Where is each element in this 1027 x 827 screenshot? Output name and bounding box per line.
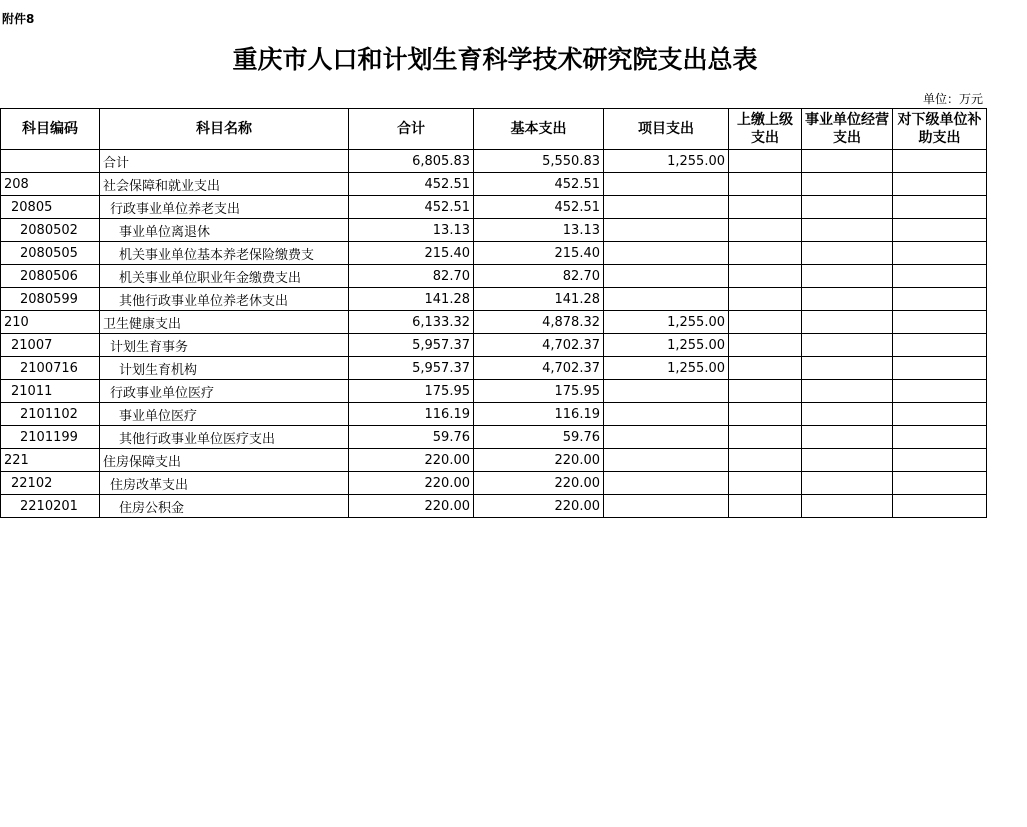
cell-subsidy bbox=[893, 449, 987, 472]
cell-project bbox=[604, 173, 729, 196]
cell-project bbox=[604, 495, 729, 518]
cell-basic: 4,878.32 bbox=[474, 311, 604, 334]
cell-upper bbox=[729, 150, 802, 173]
table-row bbox=[1, 196, 987, 219]
cell-business bbox=[802, 449, 893, 472]
cell-project: 1,255.00 bbox=[604, 334, 729, 357]
table-row bbox=[1, 426, 987, 449]
cell-total: 141.28 bbox=[349, 288, 474, 311]
cell-total: 82.70 bbox=[349, 265, 474, 288]
cell-code: 2100716 bbox=[1, 357, 100, 380]
cell-subsidy bbox=[893, 150, 987, 173]
cell-name: 住房公积金 bbox=[100, 495, 349, 518]
table-row bbox=[1, 242, 987, 265]
cell-basic: 141.28 bbox=[474, 288, 604, 311]
cell-total: 116.19 bbox=[349, 403, 474, 426]
cell-code: 2101199 bbox=[1, 426, 100, 449]
cell-business bbox=[802, 334, 893, 357]
cell-business bbox=[802, 196, 893, 219]
cell-subsidy bbox=[893, 288, 987, 311]
cell-project bbox=[604, 288, 729, 311]
table-row bbox=[1, 288, 987, 311]
cell-business bbox=[802, 265, 893, 288]
table-row bbox=[1, 357, 987, 380]
cell-basic: 452.51 bbox=[474, 173, 604, 196]
table-header-row bbox=[1, 109, 987, 150]
cell-business bbox=[802, 357, 893, 380]
col-header-upper: 上缴上级支出 bbox=[729, 109, 802, 150]
cell-total: 13.13 bbox=[349, 219, 474, 242]
cell-basic: 175.95 bbox=[474, 380, 604, 403]
cell-subsidy bbox=[893, 380, 987, 403]
cell-basic: 5,550.83 bbox=[474, 150, 604, 173]
table-row bbox=[1, 334, 987, 357]
table-row bbox=[1, 265, 987, 288]
cell-upper bbox=[729, 196, 802, 219]
table-row bbox=[1, 311, 987, 334]
table-row bbox=[1, 380, 987, 403]
cell-code bbox=[1, 150, 100, 173]
cell-basic: 220.00 bbox=[474, 449, 604, 472]
cell-project bbox=[604, 265, 729, 288]
cell-project: 1,255.00 bbox=[604, 311, 729, 334]
cell-business bbox=[802, 219, 893, 242]
cell-basic: 82.70 bbox=[474, 265, 604, 288]
cell-project bbox=[604, 242, 729, 265]
cell-code: 208 bbox=[1, 173, 100, 196]
cell-subsidy bbox=[893, 426, 987, 449]
cell-subsidy bbox=[893, 196, 987, 219]
cell-basic: 59.76 bbox=[474, 426, 604, 449]
cell-total: 59.76 bbox=[349, 426, 474, 449]
cell-upper bbox=[729, 357, 802, 380]
cell-total: 220.00 bbox=[349, 472, 474, 495]
cell-name: 住房改革支出 bbox=[100, 472, 349, 495]
cell-code: 210 bbox=[1, 311, 100, 334]
cell-project: 1,255.00 bbox=[604, 357, 729, 380]
cell-name: 住房保障支出 bbox=[100, 449, 349, 472]
cell-upper bbox=[729, 426, 802, 449]
cell-upper bbox=[729, 334, 802, 357]
cell-total: 452.51 bbox=[349, 173, 474, 196]
cell-business bbox=[802, 173, 893, 196]
cell-name: 行政事业单位医疗 bbox=[100, 380, 349, 403]
cell-subsidy bbox=[893, 334, 987, 357]
cell-project bbox=[604, 196, 729, 219]
cell-basic: 215.40 bbox=[474, 242, 604, 265]
cell-subsidy bbox=[893, 403, 987, 426]
cell-subsidy bbox=[893, 173, 987, 196]
cell-project bbox=[604, 219, 729, 242]
cell-project: 1,255.00 bbox=[604, 150, 729, 173]
cell-basic: 220.00 bbox=[474, 472, 604, 495]
cell-business bbox=[802, 495, 893, 518]
cell-name: 计划生育事务 bbox=[100, 334, 349, 357]
cell-name: 计划生育机构 bbox=[100, 357, 349, 380]
cell-upper bbox=[729, 380, 802, 403]
cell-project bbox=[604, 380, 729, 403]
cell-upper bbox=[729, 495, 802, 518]
cell-code: 2101102 bbox=[1, 403, 100, 426]
cell-business bbox=[802, 403, 893, 426]
cell-name: 其他行政事业单位医疗支出 bbox=[100, 426, 349, 449]
cell-total: 175.95 bbox=[349, 380, 474, 403]
col-header-total: 合计 bbox=[349, 109, 474, 150]
cell-code: 2080506 bbox=[1, 265, 100, 288]
table-row bbox=[1, 403, 987, 426]
cell-name: 机关事业单位基本养老保险缴费支 bbox=[100, 242, 349, 265]
col-header-project: 项目支出 bbox=[604, 109, 729, 150]
cell-project bbox=[604, 426, 729, 449]
cell-project bbox=[604, 449, 729, 472]
cell-name: 其他行政事业单位养老休支出 bbox=[100, 288, 349, 311]
cell-total: 6,805.83 bbox=[349, 150, 474, 173]
col-header-name: 科目名称 bbox=[100, 109, 349, 150]
cell-name: 合计 bbox=[100, 150, 349, 173]
cell-subsidy bbox=[893, 495, 987, 518]
col-header-business: 事业单位经营支出 bbox=[802, 109, 893, 150]
cell-subsidy bbox=[893, 265, 987, 288]
cell-upper bbox=[729, 288, 802, 311]
cell-code: 21007 bbox=[1, 334, 100, 357]
cell-upper bbox=[729, 265, 802, 288]
cell-basic: 4,702.37 bbox=[474, 334, 604, 357]
cell-subsidy bbox=[893, 242, 987, 265]
cell-basic: 13.13 bbox=[474, 219, 604, 242]
col-header-subsidy: 对下级单位补助支出 bbox=[893, 109, 987, 150]
cell-business bbox=[802, 288, 893, 311]
cell-upper bbox=[729, 242, 802, 265]
cell-upper bbox=[729, 173, 802, 196]
cell-business bbox=[802, 426, 893, 449]
cell-project bbox=[604, 403, 729, 426]
cell-name: 事业单位医疗 bbox=[100, 403, 349, 426]
cell-code: 2210201 bbox=[1, 495, 100, 518]
cell-code: 20805 bbox=[1, 196, 100, 219]
cell-upper bbox=[729, 311, 802, 334]
cell-name: 机关事业单位职业年金缴费支出 bbox=[100, 265, 349, 288]
cell-subsidy bbox=[893, 357, 987, 380]
cell-code: 2080599 bbox=[1, 288, 100, 311]
table-row bbox=[1, 472, 987, 495]
cell-name: 卫生健康支出 bbox=[100, 311, 349, 334]
cell-subsidy bbox=[893, 219, 987, 242]
cell-business bbox=[802, 472, 893, 495]
cell-business bbox=[802, 150, 893, 173]
cell-basic: 452.51 bbox=[474, 196, 604, 219]
table-row bbox=[1, 495, 987, 518]
cell-code: 2080502 bbox=[1, 219, 100, 242]
cell-upper bbox=[729, 403, 802, 426]
table-row bbox=[1, 449, 987, 472]
cell-total: 5,957.37 bbox=[349, 334, 474, 357]
cell-total: 452.51 bbox=[349, 196, 474, 219]
cell-upper bbox=[729, 449, 802, 472]
cell-subsidy bbox=[893, 472, 987, 495]
cell-code: 22102 bbox=[1, 472, 100, 495]
cell-name: 事业单位离退休 bbox=[100, 219, 349, 242]
cell-total: 220.00 bbox=[349, 495, 474, 518]
cell-code: 2080505 bbox=[1, 242, 100, 265]
cell-total: 6,133.32 bbox=[349, 311, 474, 334]
page-title: 重庆市人口和计划生育科学技术研究院支出总表 bbox=[232, 45, 758, 74]
table-row bbox=[1, 219, 987, 242]
cell-basic: 4,702.37 bbox=[474, 357, 604, 380]
cell-subsidy bbox=[893, 311, 987, 334]
cell-total: 5,957.37 bbox=[349, 357, 474, 380]
cell-business bbox=[802, 311, 893, 334]
col-header-code: 科目编码 bbox=[1, 109, 100, 150]
cell-total: 220.00 bbox=[349, 449, 474, 472]
table-row bbox=[1, 173, 987, 196]
cell-upper bbox=[729, 472, 802, 495]
unit-label: 单位：万元 bbox=[922, 92, 983, 106]
cell-business bbox=[802, 242, 893, 265]
cell-project bbox=[604, 472, 729, 495]
cell-code: 21011 bbox=[1, 380, 100, 403]
col-header-basic: 基本支出 bbox=[474, 109, 604, 150]
expenditure-table bbox=[0, 108, 987, 518]
cell-code: 221 bbox=[1, 449, 100, 472]
cell-name: 社会保障和就业支出 bbox=[100, 173, 349, 196]
cell-upper bbox=[729, 219, 802, 242]
attachment-label: 附件8 bbox=[2, 12, 35, 26]
table-row bbox=[1, 150, 987, 173]
cell-basic: 116.19 bbox=[474, 403, 604, 426]
cell-basic: 220.00 bbox=[474, 495, 604, 518]
cell-total: 215.40 bbox=[349, 242, 474, 265]
cell-business bbox=[802, 380, 893, 403]
cell-name: 行政事业单位养老支出 bbox=[100, 196, 349, 219]
